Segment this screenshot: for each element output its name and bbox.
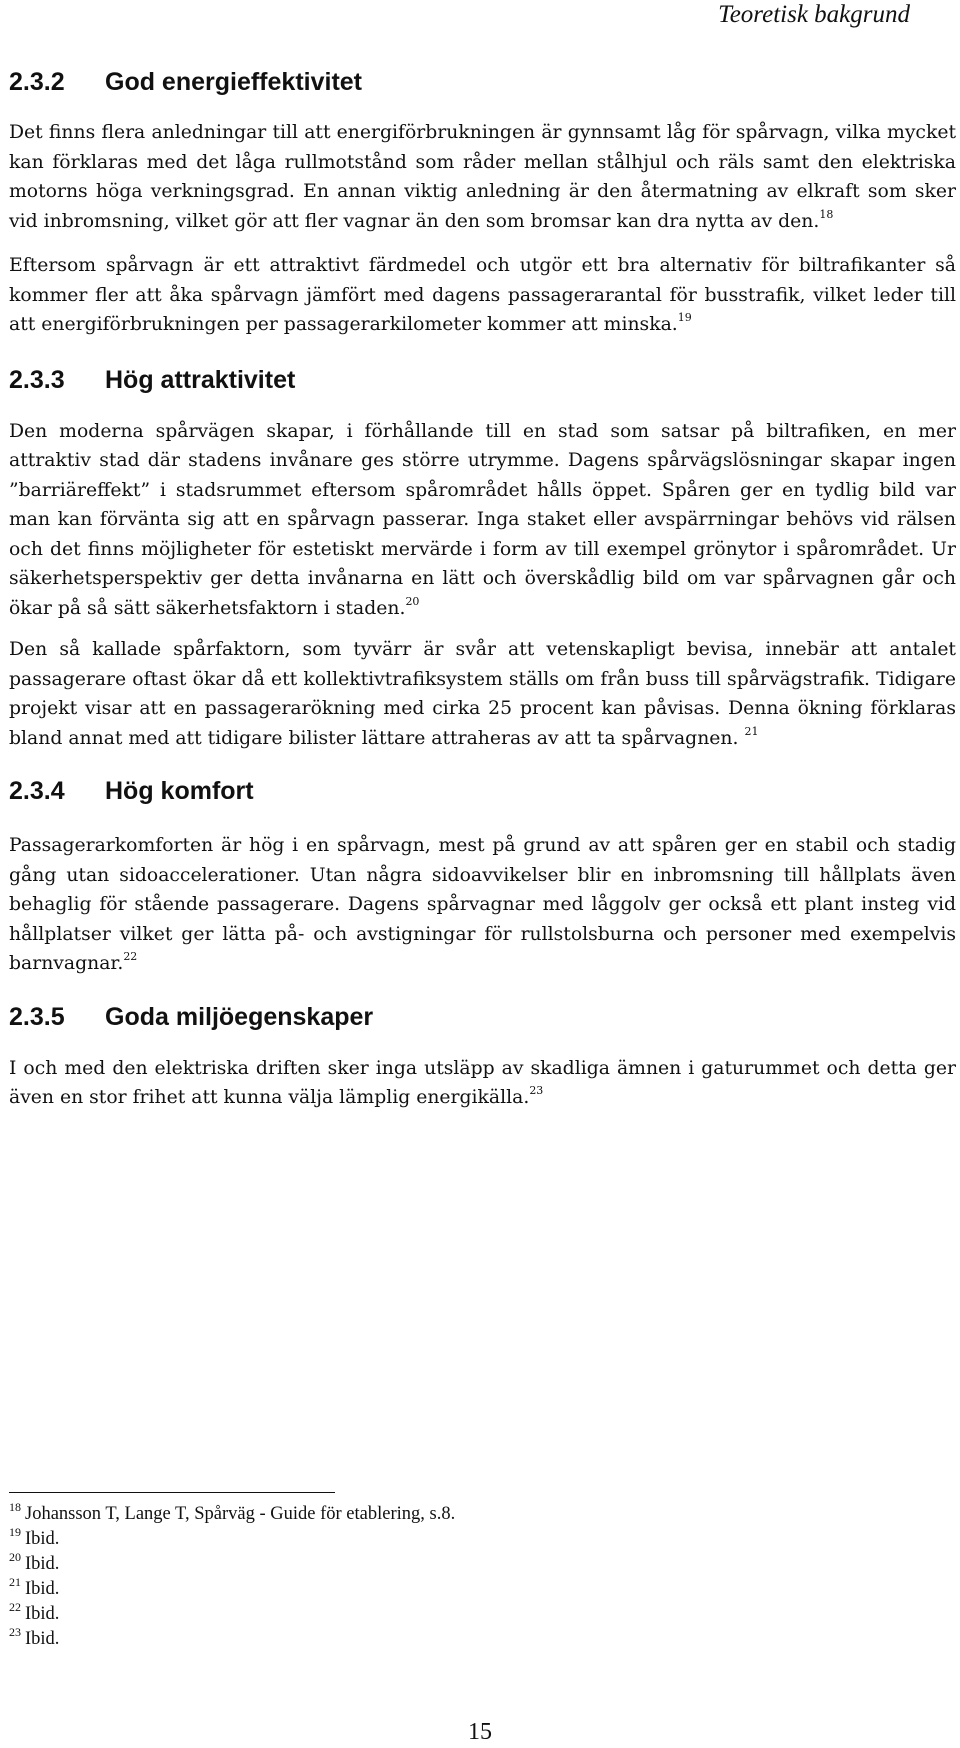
section-title: Hög komfort (105, 777, 254, 805)
footnote-text: Ibid. (25, 1604, 60, 1624)
footnote-text: Ibid. (25, 1529, 60, 1549)
footnote-ref[interactable]: 22 (123, 950, 138, 963)
paragraph (9, 635, 956, 753)
footnote-number: 23 (9, 1625, 21, 1639)
paragraph-text: Eftersom spårvagn är ett attraktivt färdmedel och utgör ett bra alternativ för biltrafikanter så kommer fler att åka spårvagn jämfört med dagens passagerarantal för busstrafik, vilket leder till att energiförbrukningen per passagerarkilometer kommer att minska. (9, 255, 956, 335)
footnote-text: Ibid. (25, 1554, 60, 1574)
footnote-number: 18 (9, 1500, 21, 1514)
section-title: Hög attraktivitet (105, 365, 296, 394)
footnote-ref[interactable]: 20 (405, 594, 420, 608)
section-number: 2.3.2 (9, 68, 65, 96)
footnotes (9, 1502, 455, 1652)
footnote-text: Ibid. (25, 1629, 60, 1649)
footnote-number: 19 (9, 1525, 21, 1539)
section-heading-2-3-2 (9, 66, 956, 98)
paragraph (9, 417, 956, 624)
paragraph-text: Den moderna spårvägen skapar, i förhållande till en stad som satsar på biltrafiken, en mer attraktiv stad där stadens invånare ges större utrymme. Dagens spårvägslösningar skapar ingen ”barriäreffekt” i stadsrummet eftersom spårområdet hålls öppet. Spåren ger en tydlig bild var man kan förvänta sig att en spårvagn passerar. Inga staket eller avspärrningar behövs vid rälsen och det finns möjligheter för estetiskt mervärde i form av till exempel grönytor i spårområdet. Ur säkerhetsperspektiv ger detta invånarna en lätt och överskådlig bild om var spårvagnen går och ökar på så sätt säkerhetsfaktorn i staden. (9, 420, 956, 619)
section-title: God energieffektivitet (105, 68, 362, 96)
footnote-number: 22 (9, 1600, 21, 1614)
section-heading-2-3-4 (9, 775, 956, 807)
footnote-ref[interactable]: 23 (529, 1084, 544, 1097)
paragraph (9, 251, 956, 340)
section-heading-2-3-3 (9, 364, 956, 396)
footnote (9, 1502, 455, 1527)
section-number: 2.3.3 (9, 365, 65, 394)
paragraph-text: Det finns flera anledningar till att energiförbrukningen är gynnsamt låg för spårvagn, vilka mycket kan förklaras med det låga rullmotstånd som råder mellan stålhjul och räls samt den elektriska motorns höga verkningsgrad. En annan viktig anledning är den återmatning av elkraft som sker vid inbromsning, vilket gör att fler vagnar än den som bromsar kan dra nytta av den. (9, 122, 956, 232)
paragraph-text: Den så kallade spårfaktorn, som tyvärr är svår att vetenskapligt bevisa, innebär att antalet passagerare oftast ökar då ett kollektivtrafiksystem ställs om från buss till spårvägstrafik. Tidigare projekt visar att en passagerarökning med cirka 25 procent kan påvisas. Denna ökning förklaras bland annat med att tidigare bilister lättare attraheras av att ta spårvagnen. (9, 639, 956, 749)
footnote-number: 21 (9, 1575, 21, 1589)
page-number: 15 (468, 1719, 492, 1745)
footnote-number: 20 (9, 1550, 21, 1564)
footnote (9, 1627, 455, 1652)
running-header: Teoretisk bakgrund (718, 1, 910, 28)
footnote (9, 1577, 455, 1602)
footnote (9, 1602, 455, 1627)
footnote-text: Johansson T, Lange T, Spårväg - Guide för etablering, s.8. (25, 1504, 456, 1524)
section-title: Goda miljöegenskaper (105, 1002, 374, 1031)
paragraph (9, 1054, 956, 1113)
footnote-text: Ibid. (25, 1579, 60, 1599)
section-number: 2.3.4 (9, 777, 65, 805)
footnote-ref[interactable]: 21 (744, 724, 759, 738)
footnote-separator (9, 1492, 335, 1493)
page-body (9, 66, 956, 1113)
footnote-ref[interactable]: 19 (677, 311, 692, 324)
footnote-ref[interactable]: 18 (819, 207, 834, 221)
section-number: 2.3.5 (9, 1002, 65, 1031)
footnote (9, 1527, 455, 1552)
footnote (9, 1552, 455, 1577)
paragraph-text: I och med den elektriska driften sker inga utsläpp av skadliga ämnen i gaturummet och detta ger även en stor frihet att kunna välja lämplig energikälla. (9, 1057, 956, 1108)
paragraph (9, 118, 956, 236)
paragraph (9, 831, 956, 979)
paragraph-text: Passagerarkomforten är hög i en spårvagn, mest på grund av att spåren ger en stabil och stadig gång utan sidoaccelerationer. Utan några sidoavvikelser blir en inbromsning till hållplats även behaglig för stående passagerare. Dagens spårvagnar med låggolv ger också ett plant insteg vid hållplatser vilket ger lätta på- och avstigningar för rullstolsburna och personer med exempelvis barnvagnar. (9, 835, 956, 974)
section-heading-2-3-5 (9, 1001, 956, 1033)
